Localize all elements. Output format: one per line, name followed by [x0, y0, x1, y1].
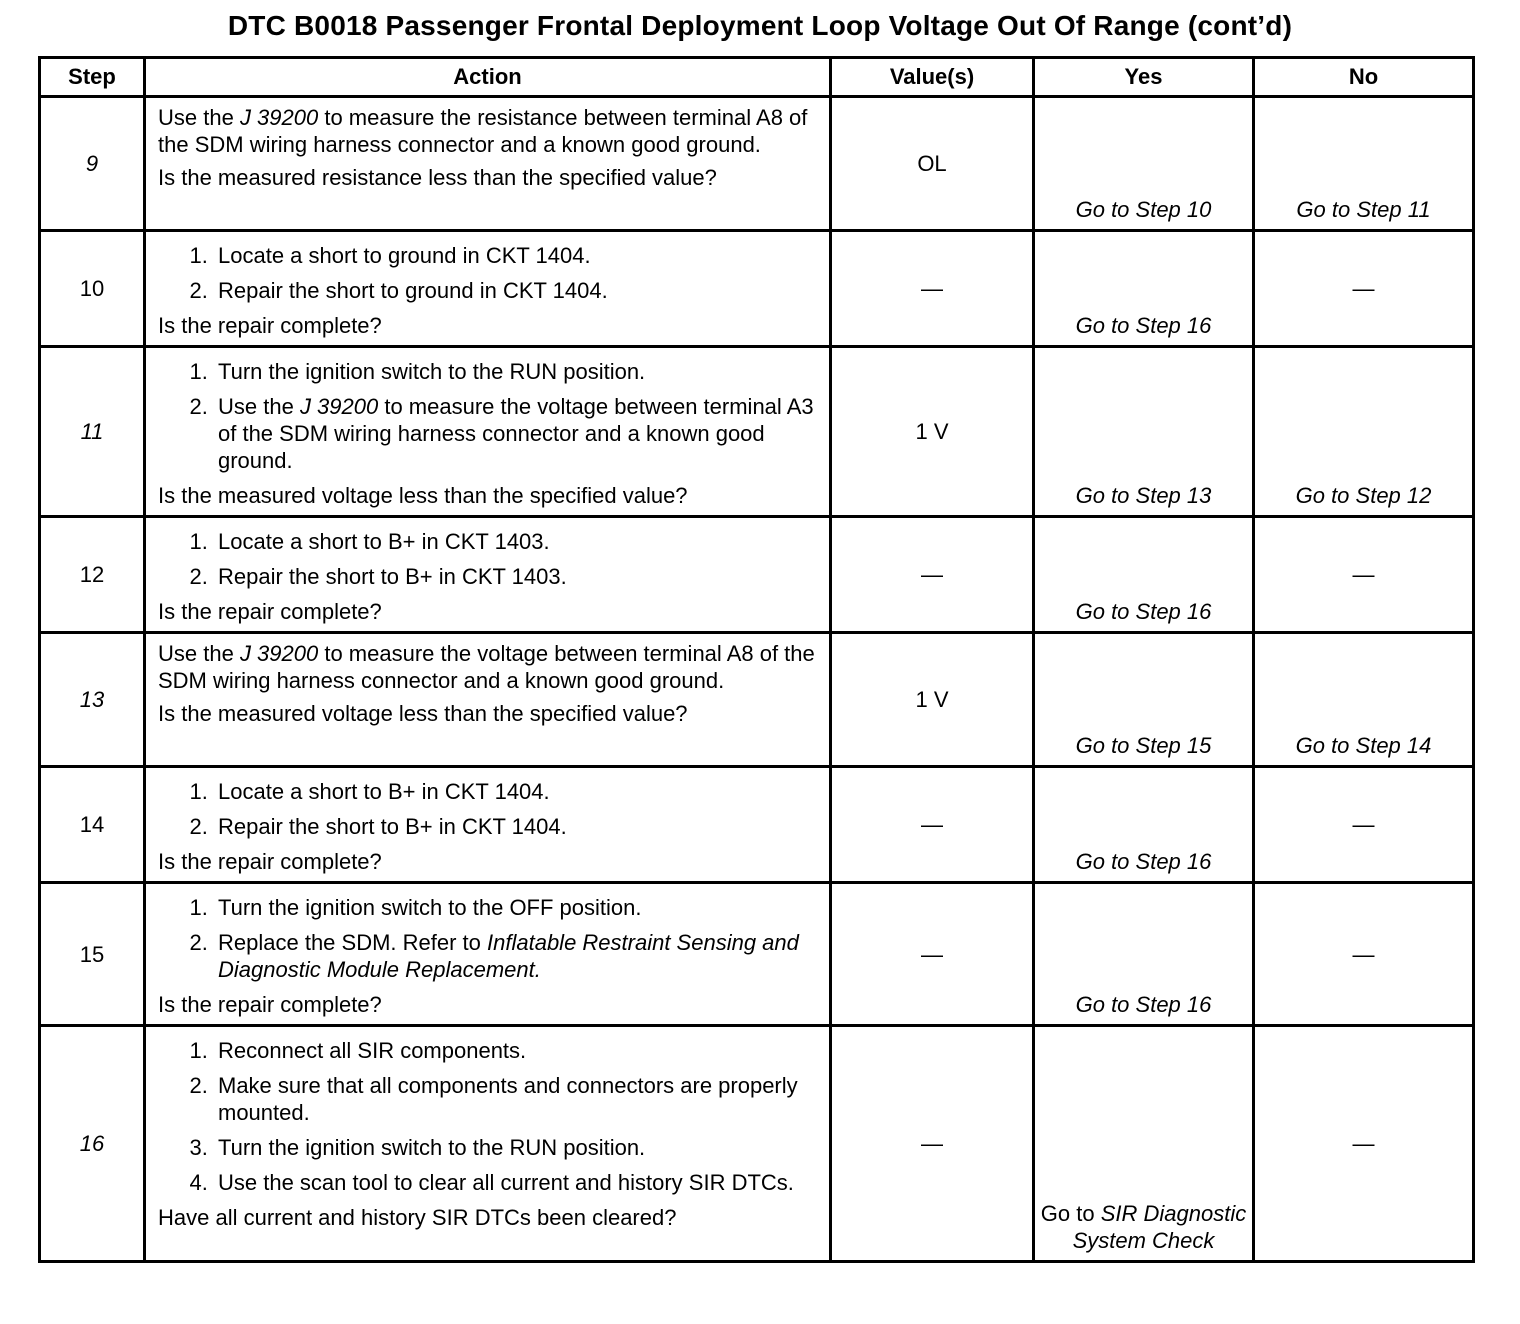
action-cell — [145, 97, 831, 231]
action-cell — [145, 1026, 831, 1262]
action-question: Is the repair complete? — [158, 313, 382, 338]
action-list — [158, 528, 819, 590]
value-cell: 1 V — [831, 347, 1034, 517]
no-cell: Go to Step 11 — [1254, 97, 1474, 231]
yes-cell: Go to Step 16 — [1034, 767, 1254, 883]
action-text — [158, 640, 819, 694]
action-question: Is the repair complete? — [158, 849, 382, 874]
value-cell: OL — [831, 97, 1034, 231]
header-values: Value(s) — [831, 58, 1034, 97]
table-row — [40, 517, 1474, 633]
step-number: 11 — [40, 347, 145, 517]
action-list-item: 1. Reconnect all SIR components. — [214, 1037, 819, 1064]
action-text-part: to measure the voltage between terminal A3 of the SDM wiring harness connector and a known good ground. — [218, 394, 814, 473]
action-list-item: 3. Turn the ignition switch to the RUN position. — [214, 1134, 819, 1161]
action-list-item: 4. Use the scan tool to clear all current and history SIR DTCs. — [214, 1169, 819, 1196]
action-cell — [145, 767, 831, 883]
action-text-part: to measure the voltage between terminal A8 of the SDM wiring harness connector and a known good ground. — [158, 641, 815, 693]
action-list — [158, 778, 819, 840]
action-list-item: 1. Turn the ignition switch to the OFF position. — [214, 894, 819, 921]
yes-cell: Go to Step 16 — [1034, 883, 1254, 1026]
table-row — [40, 883, 1474, 1026]
action-text-part: Replace the SDM. Refer to — [218, 930, 488, 955]
table-row — [40, 633, 1474, 767]
action-list — [158, 1037, 819, 1196]
yes-cell: Go to Step 10 — [1034, 97, 1254, 231]
no-cell: — — [1254, 1026, 1474, 1262]
action-question: Is the measured voltage less than the specified value? — [158, 701, 688, 726]
tool-ref: J 39200 — [299, 394, 379, 419]
step-number: 12 — [40, 517, 145, 633]
step-number: 13 — [40, 633, 145, 767]
value-cell: — — [831, 883, 1034, 1026]
action-list-item: 2. Repair the short to B+ in CKT 1404. — [214, 813, 819, 840]
action-list-item: 2. Repair the short to B+ in CKT 1403. — [214, 563, 819, 590]
header-yes: Yes — [1034, 58, 1254, 97]
yes-cell: Go to Step 13 — [1034, 347, 1254, 517]
yes-cell: Go to Step 16 — [1034, 517, 1254, 633]
value-cell: 1 V — [831, 633, 1034, 767]
step-number: 14 — [40, 767, 145, 883]
action-list-item — [214, 393, 819, 474]
header-no: No — [1254, 58, 1474, 97]
yes-cell — [1034, 1026, 1254, 1262]
yes-cell: Go to Step 15 — [1034, 633, 1254, 767]
action-cell — [145, 347, 831, 517]
action-cell — [145, 633, 831, 767]
table-row — [40, 97, 1474, 231]
page-title: DTC B0018 Passenger Frontal Deployment Loop Voltage Out Of Range (cont’d) — [227, 10, 1293, 41]
step-number: 15 — [40, 883, 145, 1026]
no-cell: — — [1254, 883, 1474, 1026]
step-number: 16 — [40, 1026, 145, 1262]
action-text-part: Use the — [158, 105, 240, 130]
value-cell: — — [831, 231, 1034, 347]
action-list-item — [214, 929, 819, 983]
action-list — [158, 242, 819, 304]
action-question: Have all current and history SIR DTCs been cleared? — [158, 1205, 677, 1230]
action-question: Is the repair complete? — [158, 992, 382, 1017]
yes-cell: Go to Step 16 — [1034, 231, 1254, 347]
action-list-item: 1. Turn the ignition switch to the RUN position. — [214, 358, 819, 385]
action-cell — [145, 883, 831, 1026]
manual-ref: SIR Diagnostic System Check — [1072, 1201, 1247, 1253]
action-text — [158, 104, 819, 158]
yes-text-part: Go to — [1040, 1201, 1101, 1226]
no-cell: — — [1254, 767, 1474, 883]
manual-ref: Inflatable Restraint Sensing and Diagnostic Module Replacement. — [218, 930, 799, 982]
step-number: 10 — [40, 231, 145, 347]
action-list-item: 1. Locate a short to B+ in CKT 1403. — [214, 528, 819, 555]
value-cell: — — [831, 517, 1034, 633]
value-cell: — — [831, 767, 1034, 883]
step-number: 9 — [40, 97, 145, 231]
tool-ref: J 39200 — [239, 641, 319, 666]
action-question: Is the measured voltage less than the specified value? — [158, 483, 688, 508]
no-cell: — — [1254, 517, 1474, 633]
action-list-item: 1. Locate a short to B+ in CKT 1404. — [214, 778, 819, 805]
action-text-part: Use the — [158, 641, 240, 666]
header-step: Step — [40, 58, 145, 97]
action-list-item: 1. Locate a short to ground in CKT 1404. — [214, 242, 819, 269]
header-action: Action — [145, 58, 831, 97]
action-list-item: 2. Make sure that all components and connectors are properly mounted. — [214, 1072, 819, 1126]
diagnostic-table — [38, 56, 1475, 1263]
action-text-part: to measure the resistance between terminal A8 of the SDM wiring harness connector and a known good ground. — [158, 105, 808, 157]
action-question: Is the repair complete? — [158, 599, 382, 624]
action-list — [158, 894, 819, 983]
action-cell — [145, 231, 831, 347]
table-row — [40, 347, 1474, 517]
no-cell: — — [1254, 231, 1474, 347]
action-list-item: 2. Repair the short to ground in CKT 1404. — [214, 277, 819, 304]
no-cell: Go to Step 12 — [1254, 347, 1474, 517]
action-list — [158, 358, 819, 474]
action-text-part: Use the — [218, 394, 300, 419]
table-row — [40, 1026, 1474, 1262]
table-row — [40, 231, 1474, 347]
table-row — [40, 767, 1474, 883]
tool-ref: J 39200 — [239, 105, 319, 130]
value-cell: — — [831, 1026, 1034, 1262]
header-row — [40, 58, 1474, 97]
action-cell — [145, 517, 831, 633]
action-question: Is the measured resistance less than the specified value? — [158, 165, 717, 190]
no-cell: Go to Step 14 — [1254, 633, 1474, 767]
